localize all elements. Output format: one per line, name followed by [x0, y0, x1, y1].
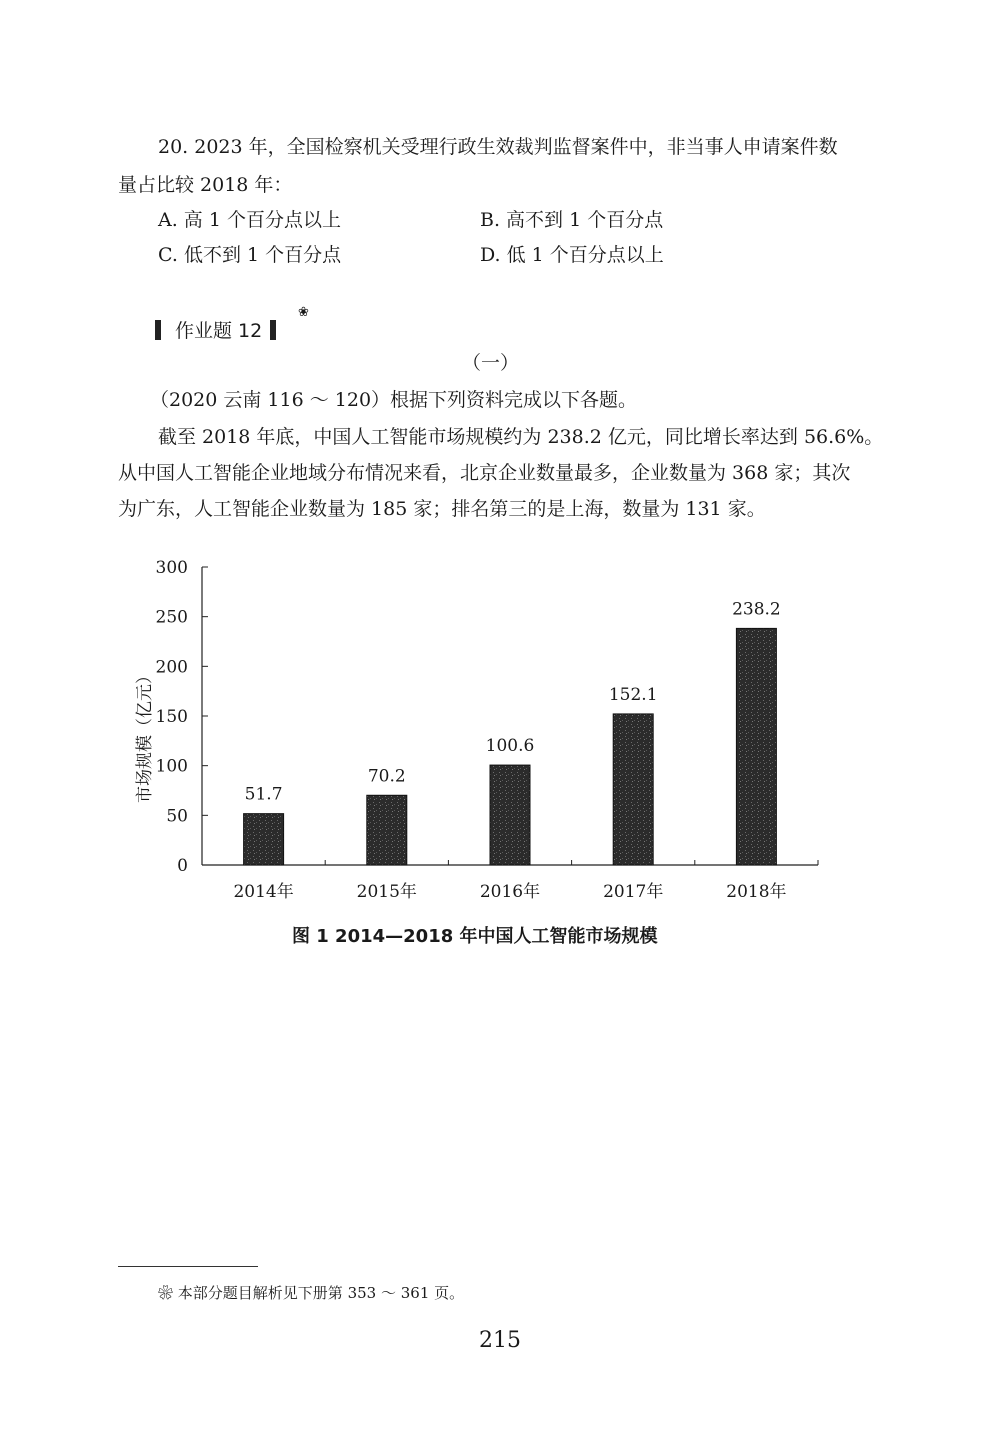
bar-2017年	[613, 714, 653, 865]
flower-note-icon: ❀	[158, 1284, 174, 1302]
chart-caption: 图 1 2014—2018 年中国人工智能市场规模	[292, 926, 658, 947]
option-c: C. 低不到 1 个百分点	[158, 244, 342, 266]
source-line: （2020 云南 116 ～ 120）根据下列资料完成以下各题。	[150, 389, 638, 411]
y-tick-label: 100	[155, 756, 188, 777]
page-number: 215	[479, 1328, 521, 1353]
option-a: A. 高 1 个百分点以上	[158, 209, 341, 231]
footnote	[158, 1282, 464, 1303]
y-tick-label: 0	[177, 856, 188, 876]
x-tick-label: 2016年	[479, 882, 541, 902]
section-tag-label: 作业题 12	[175, 320, 263, 342]
subheading: （一）	[462, 352, 520, 374]
x-tick-label: 2014年	[233, 882, 294, 902]
y-tick-label: 150	[155, 707, 188, 727]
right-bracket-mark	[270, 320, 276, 340]
value-label: 51.7	[244, 784, 283, 805]
value-label: 70.2	[367, 766, 406, 787]
bar-2014年	[244, 814, 284, 865]
y-tick-label: 250	[155, 607, 188, 628]
x-tick-label: 2017年	[603, 882, 664, 902]
flower-note-icon: ❀	[298, 305, 309, 320]
section-tag	[155, 316, 276, 343]
value-label: 238.2	[732, 599, 781, 620]
bar-2018年	[736, 628, 776, 865]
paragraph-line2: 从中国人工智能企业地域分布情况来看，北京企业数量最多，企业数量为 368 家；其次	[118, 462, 851, 484]
bar-2016年	[490, 765, 530, 865]
footnote-divider	[118, 1266, 258, 1267]
market-size-bar-chart	[120, 555, 840, 910]
question-stem-line2: 量占比较 2018 年：	[118, 174, 293, 196]
option-d: D. 低 1 个百分点以上	[480, 244, 664, 266]
y-ticks	[156, 558, 208, 876]
footnote-text: 本部分题目解析见下册第 353 ～ 361 页。	[177, 1284, 465, 1302]
bar-2015年	[367, 795, 407, 865]
x-tick-label: 2015年	[356, 882, 417, 902]
paragraph-line1: 截至 2018 年底，中国人工智能市场规模约为 238.2 亿元，同比增长率达到 56.6%。	[158, 426, 884, 448]
y-axis-label: 市场规模（亿元）	[135, 667, 155, 803]
y-tick-label: 300	[155, 558, 188, 578]
x-tick-label: 2018年	[726, 882, 787, 902]
left-bracket-mark	[155, 320, 161, 340]
x-tick-labels	[233, 881, 786, 902]
y-tick-label: 50	[166, 806, 188, 827]
y-tick-label: 200	[155, 657, 188, 678]
paragraph-line3: 为广东，人工智能企业数量为 185 家；排名第三的是上海，数量为 131 家。	[118, 498, 766, 520]
value-label: 100.6	[485, 736, 535, 757]
option-b: B. 高不到 1 个百分点	[480, 209, 664, 231]
value-label: 152.1	[608, 684, 658, 705]
question-stem-line1: 20. 2023 年，全国检察机关受理行政生效裁判监督案件中，非当事人申请案件数	[158, 136, 838, 158]
